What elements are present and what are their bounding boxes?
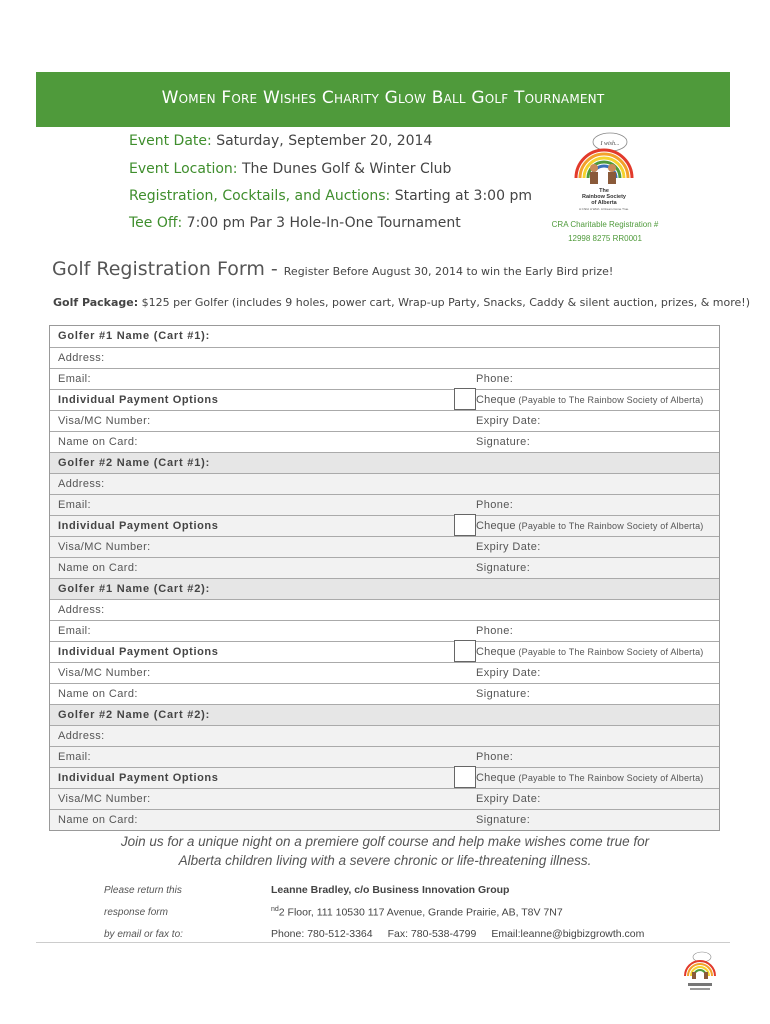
card-number-row bbox=[50, 536, 719, 557]
event-teeoff bbox=[129, 215, 461, 231]
logo-bubble-text: I wish... bbox=[600, 141, 620, 147]
name-on-card-field[interactable]: Name on Card: bbox=[58, 562, 138, 574]
cheque-checkbox[interactable] bbox=[454, 514, 476, 536]
address-field[interactable]: Address: bbox=[58, 730, 105, 742]
cheque-payable-note: (Payable to The Rainbow Society of Alberta) bbox=[515, 647, 704, 657]
email-phone-row bbox=[50, 620, 719, 641]
contact-phone: Phone: 780-512-3364 bbox=[271, 928, 373, 940]
cra-registration-label: CRA Charitable Registration # bbox=[551, 220, 659, 229]
visa-mc-number-field[interactable]: Visa/MC Number: bbox=[58, 667, 151, 679]
golfer-header-row bbox=[50, 578, 719, 599]
card-name-row bbox=[50, 809, 719, 830]
address-row bbox=[50, 347, 719, 368]
rainbow-society-logo bbox=[566, 130, 642, 218]
footer-divider bbox=[36, 942, 730, 943]
event-teeoff-value: 7:00 pm Par 3 Hole-In-One Tournament bbox=[182, 215, 461, 231]
email-field[interactable]: Email: bbox=[58, 373, 91, 385]
contact-phone-fax-email bbox=[271, 928, 644, 940]
golf-package-label: Golf Package: bbox=[53, 296, 139, 309]
cheque-checkbox[interactable] bbox=[454, 640, 476, 662]
event-registration-value: Starting at 3:00 pm bbox=[390, 188, 532, 204]
golf-package bbox=[53, 296, 750, 309]
event-registration bbox=[129, 188, 532, 204]
logo-name-line2: Rainbow Society bbox=[581, 194, 627, 200]
cheque-option-label: Cheque (Payable to The Rainbow Society of Alberta) bbox=[476, 646, 704, 658]
tournament-title: Women Fore Wishes Charity Glow Ball Golf Tournament bbox=[161, 88, 605, 108]
golfer-header-row bbox=[50, 704, 719, 725]
visa-mc-number-field[interactable]: Visa/MC Number: bbox=[58, 415, 151, 427]
payment-options-row bbox=[50, 389, 719, 410]
payment-options-row bbox=[50, 767, 719, 788]
early-bird-note: Register Before August 30, 2014 to win the Early Bird prize! bbox=[283, 265, 614, 278]
cheque-checkbox[interactable] bbox=[454, 388, 476, 410]
expiry-date-field[interactable]: Expiry Date: bbox=[476, 415, 541, 427]
expiry-date-field[interactable]: Expiry Date: bbox=[476, 793, 541, 805]
event-teeoff-label: Tee Off: bbox=[129, 215, 183, 231]
phone-field[interactable]: Phone: bbox=[476, 751, 514, 763]
golfer-header-row bbox=[50, 326, 719, 347]
cheque-option-label: Cheque (Payable to The Rainbow Society of Alberta) bbox=[476, 394, 704, 406]
logo-tagline: A Child. A Wish. A Dream Come True. bbox=[578, 207, 630, 211]
card-name-row bbox=[50, 431, 719, 452]
cheque-option-label: Cheque (Payable to The Rainbow Society of Alberta) bbox=[476, 520, 704, 532]
expiry-date-field[interactable]: Expiry Date: bbox=[476, 541, 541, 553]
event-date bbox=[129, 133, 432, 149]
name-on-card-field[interactable]: Name on Card: bbox=[58, 436, 138, 448]
event-location bbox=[129, 161, 451, 177]
phone-field[interactable]: Phone: bbox=[476, 625, 514, 637]
address-row bbox=[50, 473, 719, 494]
visa-mc-number-field[interactable]: Visa/MC Number: bbox=[58, 541, 151, 553]
return-note-2: response form bbox=[104, 907, 168, 918]
rainbow-society-logo-small bbox=[680, 950, 720, 998]
card-number-row bbox=[50, 788, 719, 809]
payment-options-row bbox=[50, 641, 719, 662]
join-line-1: Join us for a unique night on a premiere golf course and help make wishes come true for bbox=[120, 834, 650, 849]
expiry-date-field[interactable]: Expiry Date: bbox=[476, 667, 541, 679]
visa-mc-number-field[interactable]: Visa/MC Number: bbox=[58, 793, 151, 805]
address-row bbox=[50, 599, 719, 620]
event-location-value: The Dunes Golf & Winter Club bbox=[237, 161, 452, 177]
cra-registration-number: 12998 8275 RR0001 bbox=[568, 234, 642, 243]
address-floor-number: 2 bbox=[278, 906, 285, 919]
address-row bbox=[50, 725, 719, 746]
cheque-payable-note: (Payable to The Rainbow Society of Alberta) bbox=[515, 521, 704, 531]
payment-options-label: Individual Payment Options bbox=[58, 772, 219, 784]
address-field[interactable]: Address: bbox=[58, 478, 105, 490]
address-text: Floor, 111 10530 117 Avenue, Grande Prairie, AB, T8V 7N7 bbox=[284, 906, 563, 919]
registration-table bbox=[49, 325, 720, 831]
contact-email[interactable]: Email:leanne@bigbizgrowth.com bbox=[491, 928, 645, 940]
golf-package-text: $125 per Golfer (includes 9 holes, power cart, Wrap-up Party, Snacks, Caddy & silent auction, prizes, & more!) bbox=[138, 296, 750, 309]
name-on-card-field[interactable]: Name on Card: bbox=[58, 814, 138, 826]
email-phone-row bbox=[50, 494, 719, 515]
phone-field[interactable]: Phone: bbox=[476, 499, 514, 511]
contact-name: Leanne Bradley, c/o Business Innovation Group bbox=[271, 884, 510, 896]
signature-field[interactable]: Signature: bbox=[476, 688, 531, 700]
golfer-name-field[interactable]: Golfer #1 Name (Cart #1): bbox=[58, 330, 211, 342]
form-title-dash: - bbox=[264, 258, 284, 280]
golfer-header-row bbox=[50, 452, 719, 473]
cheque-checkbox[interactable] bbox=[454, 766, 476, 788]
signature-field[interactable]: Signature: bbox=[476, 436, 531, 448]
card-number-row bbox=[50, 410, 719, 431]
cheque-payable-note: (Payable to The Rainbow Society of Alberta) bbox=[515, 773, 704, 783]
contact-fax: Fax: 780-538-4799 bbox=[387, 928, 477, 940]
card-name-row bbox=[50, 557, 719, 578]
email-field[interactable]: Email: bbox=[58, 751, 91, 763]
address-superscript: nd bbox=[271, 906, 279, 913]
cheque-option-label: Cheque (Payable to The Rainbow Society of Alberta) bbox=[476, 772, 704, 784]
join-line-2: Alberta children living with a severe chronic or life-threatening illness. bbox=[178, 853, 592, 868]
phone-field[interactable]: Phone: bbox=[476, 373, 514, 385]
golfer-name-field[interactable]: Golfer #2 Name (Cart #1): bbox=[58, 457, 211, 469]
email-field[interactable]: Email: bbox=[58, 499, 91, 511]
title-banner bbox=[36, 72, 730, 127]
logo-name-line1: The bbox=[599, 188, 609, 194]
payment-options-label: Individual Payment Options bbox=[58, 520, 219, 532]
event-date-label: Event Date: bbox=[129, 133, 212, 149]
return-note-1: Please return this bbox=[104, 885, 182, 896]
event-registration-label: Registration, Cocktails, and Auctions: bbox=[129, 188, 391, 204]
address-field[interactable]: Address: bbox=[58, 352, 105, 364]
cheque-payable-note: (Payable to The Rainbow Society of Alberta) bbox=[515, 395, 704, 405]
form-title bbox=[52, 258, 613, 280]
join-us-message bbox=[0, 832, 770, 870]
contact-address bbox=[271, 906, 563, 919]
email-phone-row bbox=[50, 746, 719, 767]
email-field[interactable]: Email: bbox=[58, 625, 91, 637]
form-title-text: Golf Registration Form bbox=[52, 258, 265, 280]
address-field[interactable]: Address: bbox=[58, 604, 105, 616]
payment-options-label: Individual Payment Options bbox=[58, 646, 219, 658]
name-on-card-field[interactable]: Name on Card: bbox=[58, 688, 138, 700]
event-location-label: Event Location: bbox=[129, 161, 238, 177]
golfer-name-field[interactable]: Golfer #2 Name (Cart #2): bbox=[58, 709, 211, 721]
payment-options-label: Individual Payment Options bbox=[58, 394, 219, 406]
event-date-value: Saturday, September 20, 2014 bbox=[211, 133, 433, 149]
golfer-name-field[interactable]: Golfer #1 Name (Cart #2): bbox=[58, 583, 211, 595]
card-number-row bbox=[50, 662, 719, 683]
payment-options-row bbox=[50, 515, 719, 536]
signature-field[interactable]: Signature: bbox=[476, 814, 531, 826]
card-name-row bbox=[50, 683, 719, 704]
return-note-3: by email or fax to: bbox=[104, 929, 183, 940]
logo-name-line3: of Alberta bbox=[591, 200, 617, 206]
email-phone-row bbox=[50, 368, 719, 389]
signature-field[interactable]: Signature: bbox=[476, 562, 531, 574]
